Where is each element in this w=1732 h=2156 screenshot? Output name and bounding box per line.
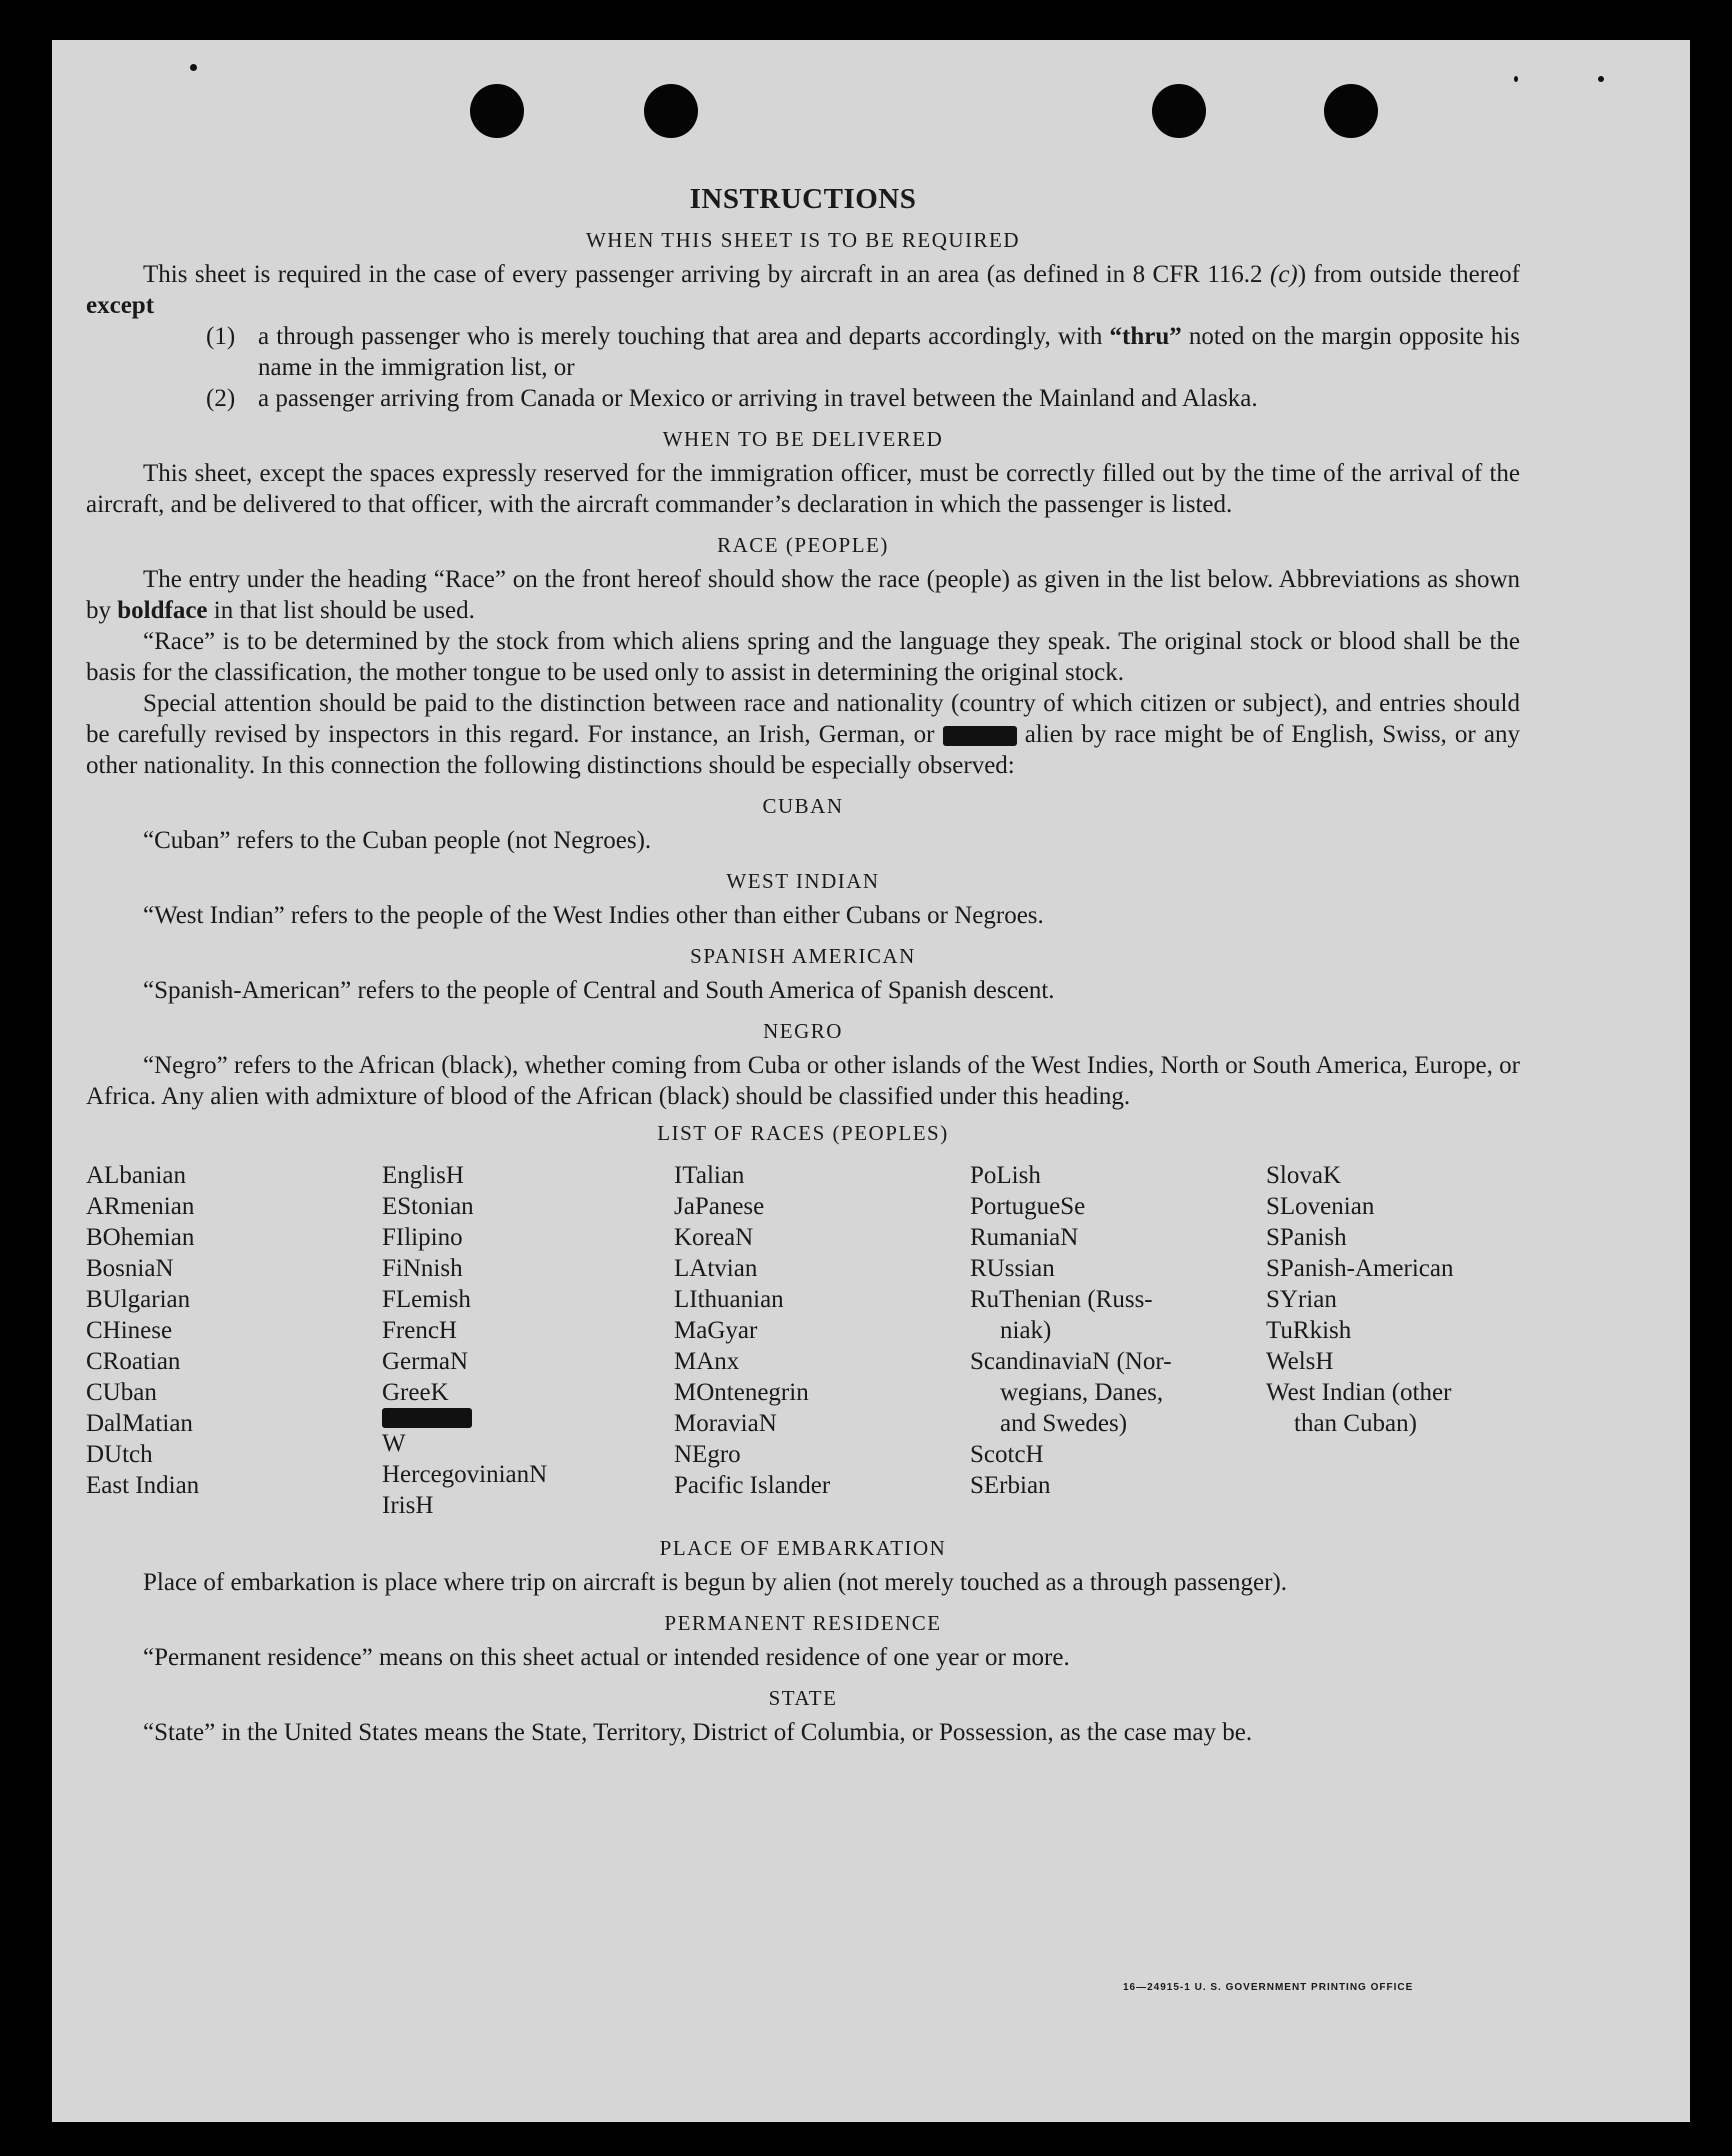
spanish-american-text: “Spanish-American” refers to the people of Central and South America of Spanish descent.	[143, 977, 1055, 1004]
race-entry: PortugueSe	[970, 1193, 1086, 1220]
cuban-text: “Cuban” refers to the Cuban people (not Negroes).	[143, 827, 652, 854]
race-entry: FrencH	[382, 1317, 457, 1344]
race-entry-redacted: W	[382, 1408, 674, 1459]
race-paragraph-2: “Race” is to be determined by the stock from which aliens spring and the language they speak. The original stock or blood shall be the basis for the classification, the mother tongue to be used only to assist in determining the original stock.	[86, 628, 1520, 686]
races-column-2	[382, 1160, 674, 1521]
race-entry: LIthuanian	[674, 1286, 784, 1313]
negro-text: “Negro” refers to the African (black), whether coming from Cuba or other islands of the West Indies, North or South America, Europe, or Africa. Any alien with admixture of blood of the African (black) should be classified under this heading.	[86, 1052, 1520, 1110]
race-entry: SlovaK	[1266, 1162, 1341, 1189]
race-entry: GermaN	[382, 1348, 469, 1375]
race-entry: MOntenegrin	[674, 1379, 809, 1406]
punch-hole	[644, 84, 698, 138]
race-entry: ITalian	[674, 1162, 745, 1189]
race-entry: West Indian (other	[1266, 1379, 1452, 1406]
race-entry: JaPanese	[674, 1193, 765, 1220]
race-entry: BosniaN	[86, 1255, 174, 1282]
race-entry: MaGyar	[674, 1317, 758, 1344]
race-entry: Pacific Islander	[674, 1472, 831, 1499]
section-heading-race: RACE (PEOPLE)	[717, 533, 889, 557]
race-entry: than Cuban)	[1294, 1410, 1417, 1437]
race-entry: WelsH	[1266, 1348, 1334, 1375]
section-heading-embarkation: PLACE OF EMBARKATION	[659, 1536, 947, 1560]
redaction-mark	[382, 1408, 472, 1428]
race-entry: EnglisH	[382, 1162, 464, 1189]
races-column-4	[970, 1160, 1266, 1521]
section-heading-state: STATE	[768, 1686, 838, 1710]
race-entry: CUban	[86, 1379, 157, 1406]
race-entry: niak)	[1000, 1317, 1052, 1344]
west-indian-text: “West Indian” refers to the people of the West Indies other than either Cubans or Negroes.	[143, 902, 1044, 929]
race-entry: RuThenian (Russ-	[970, 1286, 1153, 1313]
race-entry: DUtch	[86, 1441, 153, 1468]
race-entry: EStonian	[382, 1193, 474, 1220]
race-entry: and Swedes)	[1000, 1410, 1128, 1437]
race-entry: SLovenian	[1266, 1193, 1375, 1220]
race-entry: ALbanian	[86, 1162, 186, 1189]
race-entry: FiNnish	[382, 1255, 463, 1282]
section-heading-negro: NEGRO	[763, 1019, 843, 1043]
race-entry: SPanish	[1266, 1224, 1347, 1251]
redaction-mark	[943, 726, 1017, 746]
race-entry: GreeK	[382, 1379, 449, 1406]
race-entry: CRoatian	[86, 1348, 181, 1375]
race-entry: BOhemian	[86, 1224, 195, 1251]
race-entry: TuRkish	[1266, 1317, 1352, 1344]
races-column-5	[1266, 1160, 1520, 1521]
race-entry: CHinese	[86, 1317, 173, 1344]
ink-speck	[1598, 76, 1604, 82]
races-column-3	[674, 1160, 970, 1521]
race-entry: FIlipino	[382, 1224, 463, 1251]
race-entry: DalMatian	[86, 1410, 193, 1437]
punch-hole	[1324, 84, 1378, 138]
form-sheet	[52, 40, 1690, 2122]
race-entry: RUssian	[970, 1255, 1055, 1282]
race-entry: NEgro	[674, 1441, 741, 1468]
residence-text: “Permanent residence” means on this sheet actual or intended residence of one year or more.	[143, 1644, 1070, 1671]
race-entry: East Indian	[86, 1472, 200, 1499]
list-item: (2) a passenger arriving from Canada or Mexico or arriving in travel between the Mainland and Alaska.	[206, 385, 1258, 412]
race-entry: MAnx	[674, 1348, 740, 1375]
punch-hole	[470, 84, 524, 138]
race-paragraph-3: Special attention should be paid to the distinction between race and nationality (country of which citizen or subject), and entries should be carefully revised by inspectors in this regard. For instance, an Irish, German, or alien by race might be of English, Swiss, or any other nationality. In this connection the following distinctions should be especially observed:	[86, 690, 1520, 779]
race-entry: HercegovinianN	[382, 1461, 548, 1488]
race-entry: BUlgarian	[86, 1286, 191, 1313]
required-intro: This sheet is required in the case of every passenger arriving by aircraft in an area (as defined in 8 CFR 116.2 (c)) from outside thereof except	[86, 261, 1521, 319]
race-entry: FLemish	[382, 1286, 471, 1313]
races-list	[86, 1160, 1520, 1521]
race-entry: ScandinaviaN (Nor-	[970, 1348, 1172, 1375]
section-heading-residence: PERMANENT RESIDENCE	[664, 1611, 942, 1635]
punch-hole	[1152, 84, 1206, 138]
section-heading-races-list: LIST OF RACES (PEOPLES)	[657, 1121, 949, 1145]
section-heading-west-indian: WEST INDIAN	[726, 869, 880, 893]
race-entry: ScotcH	[970, 1441, 1044, 1468]
embarkation-text: Place of embarkation is place where trip on aircraft is begun by alien (not merely touched as a through passenger).	[143, 1569, 1288, 1596]
section-heading-cuban: CUBAN	[762, 794, 844, 818]
section-heading-delivered: WHEN TO BE DELIVERED	[662, 427, 944, 451]
race-entry: PoLish	[970, 1162, 1041, 1189]
list-item: (1) a through passenger who is merely touching that area and departs accordingly, with “thru” noted on the margin opposite his name in the immigration list, or	[206, 323, 1520, 381]
race-entry: ARmenian	[86, 1193, 195, 1220]
printing-office-footer: 16—24915-1 U. S. GOVERNMENT PRINTING OFFICE	[1123, 1982, 1414, 1993]
race-entry: MoraviaN	[674, 1410, 777, 1437]
race-entry: KoreaN	[674, 1224, 754, 1251]
races-column-1	[86, 1160, 382, 1521]
instructions-body	[86, 184, 1520, 1748]
page-title: INSTRUCTIONS	[689, 183, 917, 215]
race-entry: RumaniaN	[970, 1224, 1079, 1251]
race-entry: SPanish-American	[1266, 1255, 1454, 1282]
race-paragraph-1: The entry under the heading “Race” on the front hereof should show the race (people) as given in the list below. Abbreviations as shown by boldface in that list should be used.	[86, 566, 1520, 624]
race-entry: LAtvian	[674, 1255, 758, 1282]
state-text: “State” in the United States means the State, Territory, District of Columbia, or Possession, as the case may be.	[143, 1719, 1253, 1746]
ink-speck	[1514, 76, 1518, 82]
ink-speck	[190, 64, 197, 71]
race-entry: IrisH	[382, 1492, 434, 1519]
race-entry: SErbian	[970, 1472, 1051, 1499]
section-heading-required: WHEN THIS SHEET IS TO BE REQUIRED	[585, 228, 1021, 252]
delivered-text: This sheet, except the spaces expressly reserved for the immigration officer, must be correctly filled out by the time of the arrival of the aircraft, and be delivered to that officer, with the aircraft commander’s declaration in which the passenger is listed.	[86, 460, 1520, 518]
section-heading-spanish-american: SPANISH AMERICAN	[690, 944, 916, 968]
race-entry: wegians, Danes,	[1000, 1379, 1164, 1406]
race-entry: SYrian	[1266, 1286, 1337, 1313]
